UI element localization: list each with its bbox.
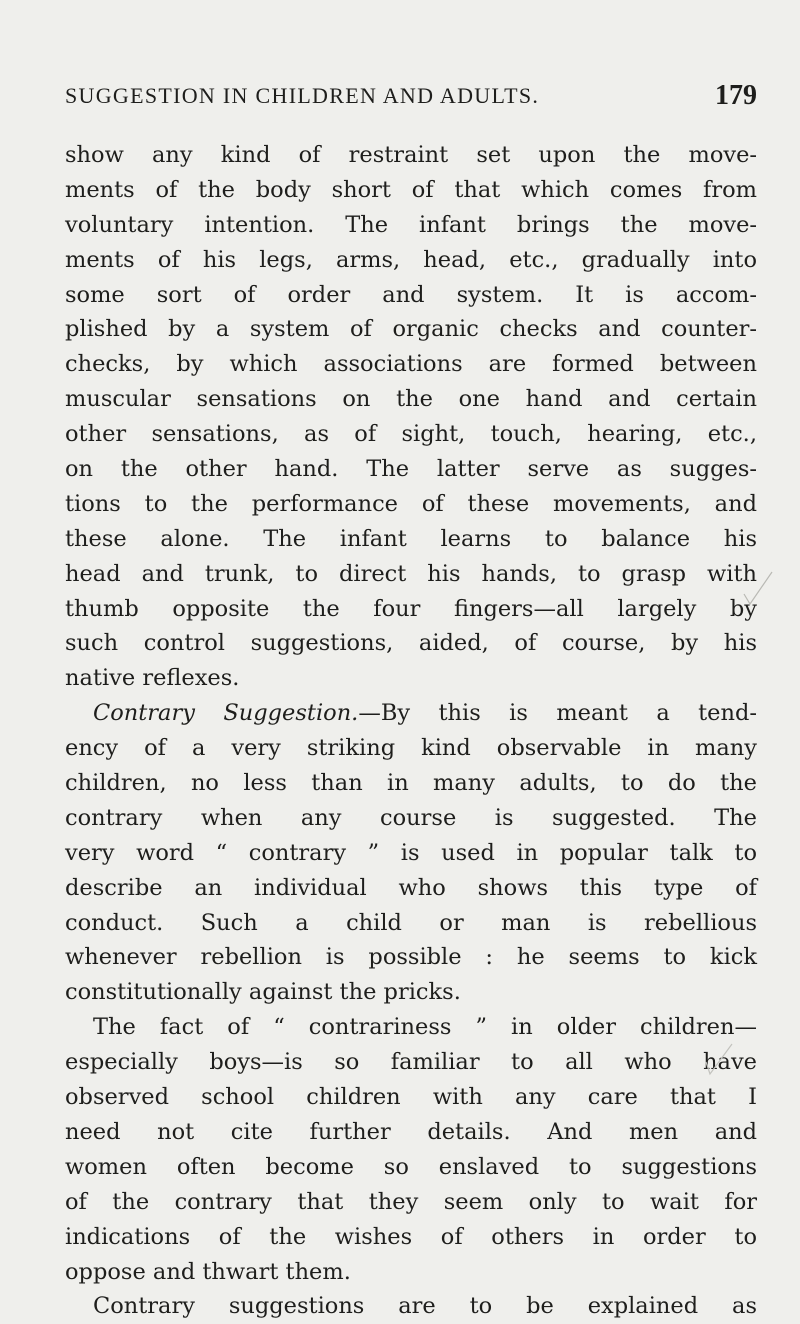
text-line: children, no less than in many adults, to do the (65, 770, 757, 797)
text-line: The fact of “ contrariness ” in older children— (93, 1014, 757, 1041)
text-line: ency of a very striking kind observable in many (65, 735, 757, 762)
text-line: oppose and thwart them. (65, 1258, 351, 1285)
text-line: women often become so enslaved to suggestions (65, 1153, 757, 1180)
body-text (65, 138, 757, 1324)
text-line: thumb opposite the four fingers—all largely by (65, 595, 757, 622)
running-head (65, 82, 757, 122)
text-line: constitutionally against the pricks. (65, 979, 461, 1006)
text-line: plished by a system of organic checks and counter- (65, 316, 757, 343)
text-line: of the contrary that they seem only to wait for (65, 1188, 757, 1215)
text-line: such control suggestions, aided, of course, by his (65, 630, 757, 657)
text-line: native reflexes. (65, 665, 240, 692)
pencil-check-mark (740, 570, 780, 620)
text-line: checks, by which associations are formed between (65, 351, 757, 378)
text-line: head and trunk, to direct his hands, to grasp with (65, 560, 757, 587)
text-line: some sort of order and system. It is accom- (65, 281, 757, 308)
text-line: tions to the performance of these movements, and (65, 490, 757, 517)
page-number: 179 (715, 80, 757, 111)
pencil-check-mark (700, 1040, 740, 1090)
text-line: observed school children with any care that I (65, 1084, 757, 1111)
text-line: ments of his legs, arms, head, etc., gradually into (65, 246, 757, 273)
section-first-line (65, 696, 757, 731)
text-line: show any kind of restraint set upon the move- (65, 142, 757, 168)
section-heading: Contrary Suggestion. (93, 700, 359, 727)
text-line: indications of the wishes of others in order to (65, 1223, 757, 1250)
text-line: very word “ contrary ” is used in popular talk to (65, 839, 757, 866)
text-line: voluntary intention. The infant brings the move- (65, 211, 757, 238)
section-lead-text: —By this is meant a tend- (358, 700, 757, 727)
text-line: whenever rebellion is possible : he seems to kick (65, 944, 757, 971)
running-title: SUGGESTION IN CHILDREN AND ADULTS. (65, 83, 540, 108)
text-line: contrary when any course is suggested. The (65, 804, 757, 831)
text-line: especially boys—is so familiar to all who have (65, 1049, 757, 1076)
text-line: muscular sensations on the one hand and certain (65, 386, 757, 413)
text-line: describe an individual who shows this type of (65, 874, 757, 901)
text-line: on the other hand. The latter serve as sugges- (65, 456, 757, 483)
text-line: ments of the body short of that which comes from (65, 176, 757, 203)
text-line: Contrary suggestions are to be explained as (93, 1293, 757, 1320)
text-line: these alone. The infant learns to balance his (65, 525, 757, 552)
text-line: need not cite further details. And men and (65, 1118, 757, 1145)
text-line: other sensations, as of sight, touch, hearing, etc., (65, 421, 757, 448)
text-line: conduct. Such a child or man is rebellious (65, 909, 757, 936)
